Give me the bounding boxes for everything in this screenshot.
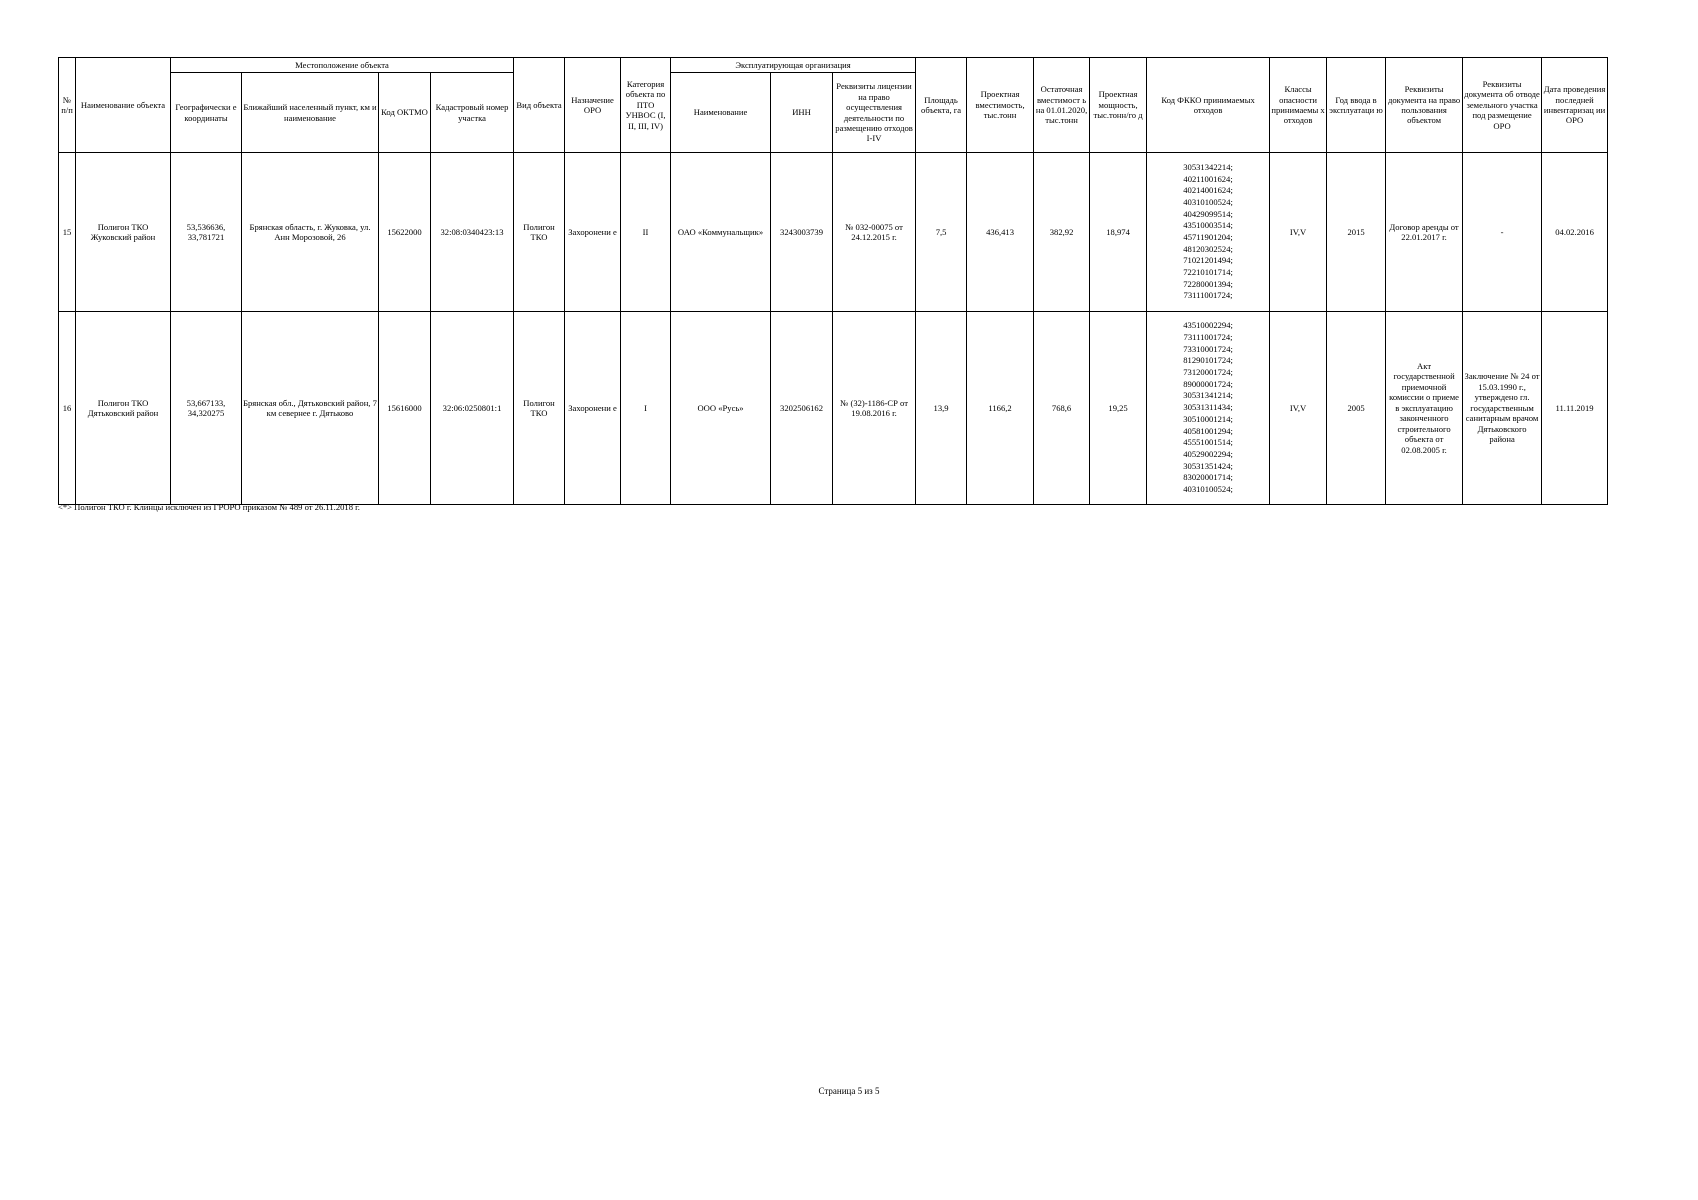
cell-year: 2015: [1327, 153, 1386, 312]
cell-hazard: IV,V: [1270, 312, 1327, 505]
fkko-code: 73111001724;: [1183, 290, 1233, 301]
header-category: Категория объекта по ПТО УНВОС (I, II, III, IV): [621, 58, 671, 153]
fkko-code: 45551001514;: [1183, 437, 1233, 448]
cell-doc-land: Заключение № 24 от 15.03.1990 г., утверждено гл. государственным санитарным врачом Дятьковского района: [1463, 312, 1542, 505]
fkko-code: 43510003514;: [1183, 220, 1233, 231]
fkko-code: 40211001624;: [1183, 173, 1233, 184]
header-cadastral: Кадастровый номер участка: [431, 73, 514, 153]
page-number: Страница 5 из 5: [818, 1086, 880, 1096]
cell-cadastral: 32:06:0250801:1: [431, 312, 514, 505]
fkko-code: 30531311434;: [1183, 402, 1233, 413]
cell-category: I: [621, 312, 671, 505]
cell-doc-land: -: [1463, 153, 1542, 312]
header-power: Проектная мощность, тыс.тонн/го д: [1090, 58, 1147, 153]
header-fkko: Код ФККО принимаемых отходов: [1147, 58, 1270, 153]
fkko-code: 40310100524;: [1183, 483, 1233, 494]
footnote: <*> Полигон ТКО г. Клинцы исключен из ГРОРО приказом № 489 от 26.11.2018 г.: [58, 502, 360, 512]
header-org-name: Наименование: [671, 73, 771, 153]
cell-name: Полигон ТКО Дятьковский район: [76, 312, 171, 505]
header-residual: Остаточная вместимост ь на 01.01.2020, тыс.тонн: [1034, 58, 1090, 153]
fkko-code: 73111001724;: [1183, 332, 1233, 343]
fkko-code: 72210101714;: [1183, 267, 1233, 278]
fkko-code: 30531351424;: [1183, 460, 1233, 471]
cell-area: 13,9: [916, 312, 967, 505]
cell-geo: 53,667133, 34,320275: [171, 312, 242, 505]
header-type: Вид объекта: [514, 58, 565, 153]
cell-org-name: ОАО «Коммунальщик»: [671, 153, 771, 312]
fkko-code: 40529002294;: [1183, 448, 1233, 459]
fkko-code: 73120001724;: [1183, 367, 1233, 378]
header-license: Реквизиты лицензии на право осуществления деятельности по размещению отходов I-IV: [833, 73, 916, 153]
cell-name: Полигон ТКО Жуковский район: [76, 153, 171, 312]
fkko-code: 45711901204;: [1183, 232, 1233, 242]
fkko-code: 83020001714;: [1183, 472, 1233, 483]
cell-fkko: [1147, 312, 1270, 505]
cell-license: № 032-00075 от 24.12.2015 г.: [833, 153, 916, 312]
header-purpose: Назначение ОРО: [565, 58, 621, 153]
cell-fkko: [1147, 153, 1270, 312]
table-row: [59, 153, 1608, 312]
header-capacity: Проектная вместимость, тыс.тонн: [967, 58, 1034, 153]
header-doc-land: Реквизиты документа об отводе земельного участка под размещение ОРО: [1463, 58, 1542, 153]
fkko-code: 30531342214;: [1183, 161, 1233, 172]
cell-doc-right: Акт государственной приемочной комиссии о приеме в эксплуатацию законченного строительного объекта от 02.08.2005 г.: [1386, 312, 1463, 505]
cell-geo: 53,536636, 33,781721: [171, 153, 242, 312]
table-row: [59, 312, 1608, 505]
fkko-code: 40214001624;: [1183, 185, 1233, 196]
cell-num: 15: [59, 153, 76, 312]
header-doc-right: Реквизиты документа на право пользования объектом: [1386, 58, 1463, 153]
header-name: Наименование объекта: [76, 58, 171, 153]
cell-type: Полигон ТКО: [514, 312, 565, 505]
header-area: Площадь объекта, га: [916, 58, 967, 153]
cell-org-name: ООО «Русь»: [671, 312, 771, 505]
fkko-code: 48120302524;: [1183, 243, 1233, 254]
cell-license: № (32)-1186-СР от 19.08.2016 г.: [833, 312, 916, 505]
fkko-code: 43510002294;: [1183, 320, 1233, 331]
cell-doc-right: Договор аренды от 22.01.2017 г.: [1386, 153, 1463, 312]
fkko-code: 40581001294;: [1183, 425, 1233, 436]
header-operator-group: Эксплуатирующая организация: [671, 58, 916, 73]
cell-power: 19,25: [1090, 312, 1147, 505]
cell-residual: 382,92: [1034, 153, 1090, 312]
cell-power: 18,974: [1090, 153, 1147, 312]
fkko-code: 40310100524;: [1183, 196, 1233, 207]
fkko-code: 40429099514;: [1183, 208, 1233, 219]
fkko-code: 30510001214;: [1183, 413, 1233, 424]
cell-purpose: Захоронени е: [565, 153, 621, 312]
fkko-code: 81290101724;: [1183, 355, 1233, 366]
header-location-group: Местоположение объекта: [171, 58, 514, 73]
header-geo: Географически е координаты: [171, 73, 242, 153]
cell-num: 16: [59, 312, 76, 505]
fkko-code: 73310001724;: [1183, 343, 1233, 354]
cell-residual: 768,6: [1034, 312, 1090, 505]
cell-area: 7,5: [916, 153, 967, 312]
fkko-code: 71021201494;: [1183, 255, 1233, 266]
header-inn: ИНН: [771, 73, 833, 153]
cell-capacity: 1166,2: [967, 312, 1034, 505]
header-hazard: Классы опасности принимаемы х отходов: [1270, 58, 1327, 153]
cell-inventory-date: 04.02.2016: [1542, 153, 1608, 312]
cell-category: II: [621, 153, 671, 312]
cell-inventory-date: 11.11.2019: [1542, 312, 1608, 505]
cell-hazard: IV,V: [1270, 153, 1327, 312]
cell-type: Полигон ТКО: [514, 153, 565, 312]
header-oktmo: Код ОКТМО: [379, 73, 431, 153]
fkko-code: 89000001724;: [1183, 378, 1233, 389]
cell-capacity: 436,413: [967, 153, 1034, 312]
fkko-code: 72280001394;: [1183, 278, 1233, 289]
cell-inn: 3202506162: [771, 312, 833, 505]
header-nearest: Ближайший населенный пункт, км и наименование: [242, 73, 379, 153]
fkko-code: 30531341214;: [1183, 390, 1233, 401]
cell-oktmo: 15622000: [379, 153, 431, 312]
cell-oktmo: 15616000: [379, 312, 431, 505]
waste-facilities-table: [58, 57, 1608, 505]
cell-nearest: Брянская обл., Дятьковский район, 7 км севернее г. Дятьково: [242, 312, 379, 505]
cell-nearest: Брянская область, г. Жуковка, ул. Анн Морозовой, 26: [242, 153, 379, 312]
cell-year: 2005: [1327, 312, 1386, 505]
header-year: Год ввода в эксплуатаци ю: [1327, 58, 1386, 153]
cell-purpose: Захоронени е: [565, 312, 621, 505]
cell-cadastral: 32:08:0340423:13: [431, 153, 514, 312]
header-inventory-date: Дата проведения последней инвентаризац ии ОРО: [1542, 58, 1608, 153]
header-num: № п/п: [59, 58, 76, 153]
cell-inn: 3243003739: [771, 153, 833, 312]
